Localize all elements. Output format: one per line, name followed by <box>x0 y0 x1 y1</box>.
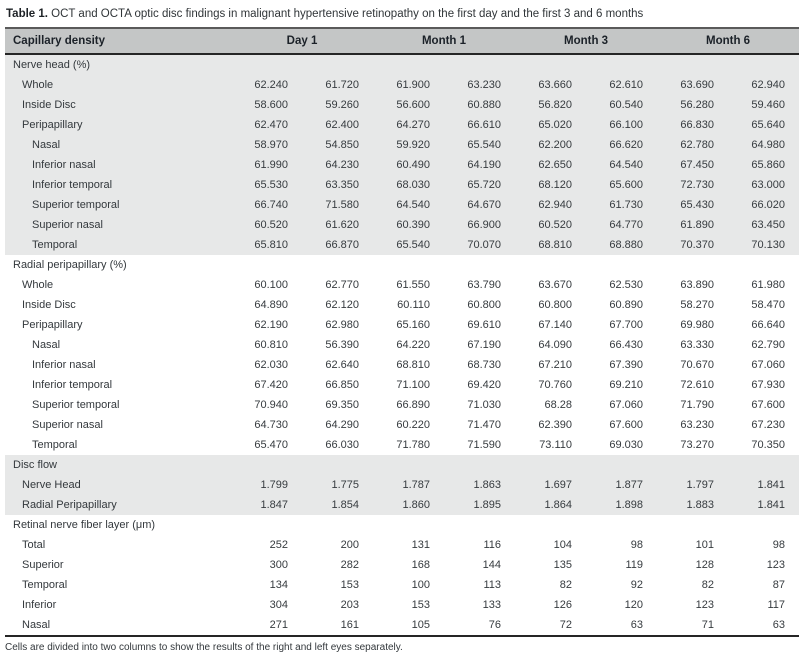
value-cell: 72.610 <box>680 379 715 391</box>
value-cell: 71.590 <box>467 439 502 451</box>
value-cell: 71.470 <box>467 419 502 431</box>
section-header-row <box>5 255 799 275</box>
value-cell: 64.980 <box>728 135 799 155</box>
value-cell: 68.810 <box>515 235 586 255</box>
value-cell: 66.610 <box>444 115 515 135</box>
value-cell: 71.580 <box>302 195 373 215</box>
value-cell: 66.640 <box>751 319 786 331</box>
value-cell: 64.230 <box>302 155 373 175</box>
value-cell: 60.880 <box>444 95 515 115</box>
table-row <box>5 375 799 395</box>
row-label: Whole <box>5 75 231 95</box>
value-cell: 70.370 <box>657 235 728 255</box>
value-cell: 62.980 <box>325 319 359 331</box>
value-cell: 1.863 <box>444 475 515 495</box>
table-caption-number: Table 1. <box>6 8 48 20</box>
value-cell: 69.420 <box>467 379 502 391</box>
value-cell: 66.740 <box>231 195 302 215</box>
value-cell: 62.400 <box>302 115 373 135</box>
value-cell: 65.860 <box>728 155 799 175</box>
value-cell: 72 <box>515 615 586 636</box>
value-cell: 69.210 <box>609 379 644 391</box>
value-cell: 135 <box>553 559 573 571</box>
value-cell: 66.620 <box>586 135 657 155</box>
value-cell: 1.841 <box>728 475 799 495</box>
row-label: Temporal <box>32 439 78 451</box>
value-cell: 69.030 <box>609 439 644 451</box>
value-cell: 98 <box>772 539 786 551</box>
value-cell: 58.470 <box>751 299 786 311</box>
value-cell: 69.350 <box>325 399 359 411</box>
value-cell: 68.730 <box>467 359 502 371</box>
value-cell: 1.775 <box>302 475 373 495</box>
table-row <box>5 575 799 595</box>
value-cell: 62.530 <box>609 279 644 291</box>
value-cell: 71.780 <box>396 439 430 451</box>
value-cell: 62.790 <box>751 339 786 351</box>
value-cell: 123 <box>695 599 715 611</box>
value-cell: 63.670 <box>538 279 573 291</box>
table-row <box>5 195 799 215</box>
value-cell: 66.830 <box>657 115 728 135</box>
value-cell: 64.540 <box>586 155 657 175</box>
value-cell: 67.210 <box>538 359 573 371</box>
value-cell: 62.390 <box>538 419 573 431</box>
column-header-capillary-density: Capillary density <box>5 28 231 54</box>
value-cell: 126 <box>553 599 573 611</box>
row-label: Temporal <box>22 579 68 591</box>
value-cell: 70.350 <box>751 439 786 451</box>
value-cell: 63.230 <box>680 419 715 431</box>
value-cell: 116 <box>483 539 502 551</box>
value-cell: 58.600 <box>231 95 302 115</box>
value-cell: 67.230 <box>751 419 786 431</box>
value-cell: 100 <box>411 579 430 591</box>
value-cell: 1.898 <box>586 495 657 515</box>
table-header-row <box>5 28 799 54</box>
value-cell: 62.940 <box>728 75 799 95</box>
value-cell: 60.520 <box>231 215 302 235</box>
value-cell: 65.020 <box>515 115 586 135</box>
value-cell: 76 <box>444 615 515 636</box>
value-cell: 64.270 <box>373 115 444 135</box>
value-cell: 1.787 <box>373 475 444 495</box>
value-cell: 63.330 <box>680 339 715 351</box>
column-header-day-1: Day 1 <box>231 28 373 54</box>
value-cell: 92 <box>630 579 644 591</box>
section-header-row <box>5 54 799 75</box>
value-cell: 70.070 <box>444 235 515 255</box>
section-header-row <box>5 515 799 535</box>
value-cell: 64.220 <box>396 339 430 351</box>
table-row <box>5 135 799 155</box>
value-cell: 63 <box>728 615 799 636</box>
value-cell: 65.640 <box>728 115 799 135</box>
value-cell: 60.800 <box>467 299 502 311</box>
row-label: Nerve Head <box>5 475 231 495</box>
value-cell: 64.730 <box>254 419 288 431</box>
section-label: Retinal nerve fiber layer (μm) <box>13 519 156 531</box>
value-cell: 64.890 <box>254 299 288 311</box>
value-cell: 61.890 <box>657 215 728 235</box>
value-cell: 203 <box>340 599 359 611</box>
value-cell: 62.770 <box>325 279 359 291</box>
value-cell: 70.670 <box>680 359 715 371</box>
value-cell: 64.190 <box>444 155 515 175</box>
value-cell: 62.200 <box>515 135 586 155</box>
row-label: Nasal <box>32 339 61 351</box>
value-cell: 271 <box>231 615 302 636</box>
value-cell: 67.930 <box>751 379 786 391</box>
section-label: Nerve head (%) <box>5 54 799 75</box>
value-cell: 63.790 <box>467 279 502 291</box>
value-cell: 63.350 <box>302 175 373 195</box>
value-cell: 153 <box>411 599 430 611</box>
value-cell: 153 <box>340 579 359 591</box>
value-cell: 1.854 <box>302 495 373 515</box>
value-cell: 58.970 <box>231 135 302 155</box>
value-cell: 60.540 <box>586 95 657 115</box>
value-cell: 58.270 <box>680 299 715 311</box>
value-cell: 1.799 <box>231 475 302 495</box>
row-label: Inside Disc <box>22 299 76 311</box>
value-cell: 119 <box>625 559 644 571</box>
value-cell: 56.280 <box>657 95 728 115</box>
section-header-row <box>5 455 799 475</box>
value-cell: 60.520 <box>515 215 586 235</box>
table-row <box>5 495 799 515</box>
row-label: Nasal <box>5 135 231 155</box>
value-cell: 65.600 <box>586 175 657 195</box>
value-cell: 71.790 <box>680 399 715 411</box>
value-cell: 65.430 <box>657 195 728 215</box>
row-label: Radial Peripapillary <box>5 495 231 515</box>
value-cell: 64.670 <box>444 195 515 215</box>
value-cell: 87 <box>772 579 786 591</box>
value-cell: 67.060 <box>609 399 644 411</box>
value-cell: 67.700 <box>609 319 644 331</box>
value-cell: 61.550 <box>396 279 430 291</box>
value-cell: 68.880 <box>586 235 657 255</box>
value-cell: 59.920 <box>373 135 444 155</box>
row-label: Nasal <box>5 615 231 636</box>
value-cell: 56.390 <box>325 339 359 351</box>
value-cell: 62.610 <box>586 75 657 95</box>
value-cell: 68.810 <box>396 359 430 371</box>
value-cell: 134 <box>269 579 288 591</box>
row-label: Temporal <box>5 235 231 255</box>
value-cell: 65.530 <box>231 175 302 195</box>
value-cell: 68.120 <box>515 175 586 195</box>
value-cell: 117 <box>767 599 786 611</box>
row-label: Superior temporal <box>32 399 120 411</box>
value-cell: 63.690 <box>657 75 728 95</box>
value-cell: 60.810 <box>254 339 288 351</box>
value-cell: 67.060 <box>751 359 786 371</box>
value-cell: 60.100 <box>254 279 288 291</box>
row-label: Superior <box>22 559 64 571</box>
row-label: Inferior nasal <box>32 359 96 371</box>
value-cell: 56.820 <box>515 95 586 115</box>
value-cell: 66.020 <box>728 195 799 215</box>
value-cell: 113 <box>483 579 502 591</box>
value-cell: 67.600 <box>751 399 786 411</box>
table-row <box>5 555 799 575</box>
table-footnote: Cells are divided into two columns to show the results of the right and left eyes separately. <box>5 642 403 652</box>
value-cell: 63.890 <box>680 279 715 291</box>
table-row <box>5 215 799 235</box>
value-cell: 252 <box>269 539 288 551</box>
value-cell: 68.030 <box>373 175 444 195</box>
table-row <box>5 435 799 455</box>
value-cell: 60.800 <box>538 299 573 311</box>
value-cell: 65.540 <box>373 235 444 255</box>
value-cell: 1.847 <box>231 495 302 515</box>
row-label: Superior nasal <box>5 215 231 235</box>
value-cell: 64.090 <box>538 339 573 351</box>
value-cell: 73.110 <box>539 439 573 451</box>
value-cell: 60.220 <box>396 419 430 431</box>
value-cell: 64.770 <box>586 215 657 235</box>
table-row <box>5 155 799 175</box>
value-cell: 1.841 <box>728 495 799 515</box>
value-cell: 61.990 <box>231 155 302 175</box>
section-label: Radial peripapillary (%) <box>13 259 127 271</box>
table-row <box>5 475 799 495</box>
table-row <box>5 335 799 355</box>
column-header-month-6: Month 6 <box>657 28 799 54</box>
value-cell: 98 <box>630 539 644 551</box>
table-row <box>5 615 799 636</box>
value-cell: 1.883 <box>657 495 728 515</box>
value-cell: 65.540 <box>444 135 515 155</box>
column-header-month-3: Month 3 <box>515 28 657 54</box>
table-caption-text: OCT and OCTA optic disc findings in malignant hypertensive retinopathy on the first day and the first 3 and 6 months <box>47 8 644 20</box>
value-cell: 62.120 <box>325 299 359 311</box>
value-cell: 64.290 <box>325 419 359 431</box>
column-header-month-1: Month 1 <box>373 28 515 54</box>
value-cell: 1.797 <box>657 475 728 495</box>
value-cell: 1.877 <box>586 475 657 495</box>
value-cell: 61.730 <box>586 195 657 215</box>
table-body <box>5 54 799 636</box>
value-cell: 60.490 <box>373 155 444 175</box>
table-row <box>5 95 799 115</box>
table-row <box>5 535 799 555</box>
value-cell: 200 <box>340 539 359 551</box>
value-cell: 59.260 <box>302 95 373 115</box>
value-cell: 104 <box>553 539 573 551</box>
value-cell: 56.600 <box>373 95 444 115</box>
value-cell: 66.890 <box>396 399 430 411</box>
value-cell: 62.190 <box>254 319 288 331</box>
value-cell: 65.810 <box>231 235 302 255</box>
value-cell: 70.130 <box>728 235 799 255</box>
value-cell: 70.940 <box>254 399 288 411</box>
value-cell: 70.760 <box>538 379 573 391</box>
value-cell: 61.980 <box>751 279 786 291</box>
value-cell: 66.030 <box>325 439 359 451</box>
value-cell: 54.850 <box>302 135 373 155</box>
value-cell: 1.864 <box>515 495 586 515</box>
row-label: Total <box>22 539 46 551</box>
value-cell: 82 <box>559 579 573 591</box>
value-cell: 62.470 <box>231 115 302 135</box>
value-cell: 304 <box>269 599 288 611</box>
value-cell: 161 <box>302 615 373 636</box>
value-cell: 67.190 <box>467 339 502 351</box>
section-label: Disc flow <box>5 455 799 475</box>
value-cell: 64.540 <box>373 195 444 215</box>
value-cell: 71.030 <box>467 399 502 411</box>
value-cell: 67.390 <box>609 359 644 371</box>
table-row <box>5 315 799 335</box>
value-cell: 128 <box>695 559 715 571</box>
row-label: Inferior temporal <box>32 379 113 391</box>
value-cell: 63 <box>586 615 657 636</box>
value-cell: 71 <box>657 615 728 636</box>
row-label: Peripapillary <box>5 115 231 135</box>
table-row <box>5 175 799 195</box>
value-cell: 65.160 <box>396 319 430 331</box>
value-cell: 67.450 <box>657 155 728 175</box>
value-cell: 61.900 <box>373 75 444 95</box>
value-cell: 73.270 <box>680 439 715 451</box>
data-table <box>5 27 799 637</box>
value-cell: 61.720 <box>302 75 373 95</box>
value-cell: 72.730 <box>657 175 728 195</box>
value-cell: 62.640 <box>325 359 359 371</box>
value-cell: 101 <box>695 539 715 551</box>
table-row <box>5 595 799 615</box>
table-row <box>5 75 799 95</box>
value-cell: 67.140 <box>538 319 573 331</box>
value-cell: 62.240 <box>231 75 302 95</box>
value-cell: 1.895 <box>444 495 515 515</box>
row-label: Inferior temporal <box>5 175 231 195</box>
value-cell: 62.780 <box>657 135 728 155</box>
value-cell: 68.28 <box>544 399 573 411</box>
table-row <box>5 355 799 375</box>
value-cell: 1.697 <box>515 475 586 495</box>
value-cell: 67.420 <box>254 379 288 391</box>
table-row <box>5 295 799 315</box>
row-label: Peripapillary <box>22 319 83 331</box>
value-cell: 66.870 <box>302 235 373 255</box>
value-cell: 168 <box>411 559 430 571</box>
value-cell: 60.890 <box>609 299 644 311</box>
table-row <box>5 415 799 435</box>
row-label: Inferior nasal <box>5 155 231 175</box>
value-cell: 63.230 <box>444 75 515 95</box>
value-cell: 66.850 <box>325 379 359 391</box>
value-cell: 66.430 <box>609 339 644 351</box>
value-cell: 69.980 <box>680 319 715 331</box>
value-cell: 69.610 <box>467 319 502 331</box>
row-label: Inside Disc <box>5 95 231 115</box>
value-cell: 66.100 <box>586 115 657 135</box>
table-row <box>5 115 799 135</box>
value-cell: 60.390 <box>373 215 444 235</box>
value-cell: 71.100 <box>396 379 430 391</box>
table-row <box>5 275 799 295</box>
value-cell: 123 <box>766 559 786 571</box>
value-cell: 1.860 <box>373 495 444 515</box>
value-cell: 66.900 <box>444 215 515 235</box>
value-cell: 61.620 <box>302 215 373 235</box>
value-cell: 105 <box>373 615 444 636</box>
value-cell: 63.450 <box>728 215 799 235</box>
value-cell: 60.110 <box>397 299 430 311</box>
row-label: Superior temporal <box>5 195 231 215</box>
table-row <box>5 235 799 255</box>
row-label: Whole <box>22 279 54 291</box>
row-label: Inferior <box>22 599 57 611</box>
value-cell: 62.030 <box>254 359 288 371</box>
value-cell: 59.460 <box>728 95 799 115</box>
value-cell: 63.000 <box>728 175 799 195</box>
value-cell: 65.720 <box>444 175 515 195</box>
value-cell: 62.650 <box>515 155 586 175</box>
value-cell: 120 <box>624 599 644 611</box>
value-cell: 67.600 <box>609 419 644 431</box>
value-cell: 65.470 <box>254 439 288 451</box>
value-cell: 82 <box>701 579 715 591</box>
table-row <box>5 395 799 415</box>
table-caption <box>0 0 806 27</box>
value-cell: 300 <box>269 559 288 571</box>
value-cell: 63.660 <box>515 75 586 95</box>
value-cell: 133 <box>482 599 502 611</box>
value-cell: 131 <box>411 539 430 551</box>
value-cell: 62.940 <box>515 195 586 215</box>
value-cell: 144 <box>482 559 502 571</box>
row-label: Superior nasal <box>32 419 103 431</box>
value-cell: 282 <box>340 559 359 571</box>
